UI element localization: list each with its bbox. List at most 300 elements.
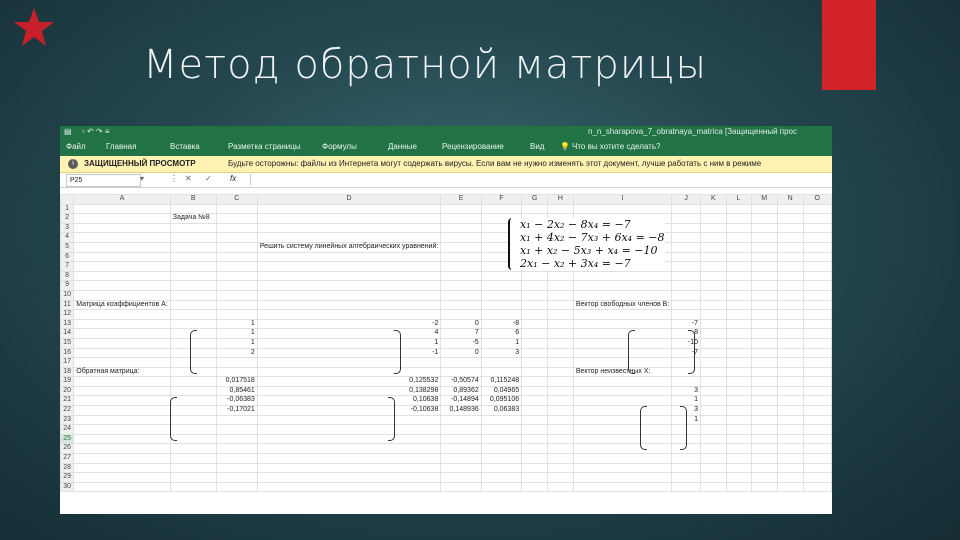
cell[interactable] — [726, 281, 751, 291]
cell[interactable] — [170, 444, 216, 454]
cell[interactable] — [216, 425, 257, 435]
cell[interactable] — [726, 348, 751, 358]
cell[interactable] — [441, 281, 481, 291]
cell[interactable]: -0,06383 — [216, 396, 257, 406]
cell[interactable] — [672, 281, 701, 291]
cell[interactable] — [170, 310, 216, 320]
tab-data[interactable]: Данные — [388, 142, 417, 151]
cell[interactable] — [672, 252, 701, 262]
cell[interactable] — [74, 223, 171, 233]
cell[interactable]: 4 — [257, 329, 441, 339]
cell[interactable] — [441, 473, 481, 483]
cell[interactable]: Вектор неизвестных Х: — [573, 367, 671, 377]
cell[interactable] — [751, 377, 777, 387]
column-header-m[interactable]: M — [751, 195, 777, 205]
cell[interactable] — [170, 406, 216, 416]
row-header[interactable]: 17 — [61, 358, 74, 368]
cell[interactable] — [74, 406, 171, 416]
select-all-corner[interactable] — [61, 195, 74, 205]
cell[interactable] — [803, 319, 831, 329]
cell[interactable] — [573, 473, 671, 483]
row-header[interactable]: 28 — [61, 463, 74, 473]
cell[interactable] — [573, 281, 671, 291]
cell[interactable] — [672, 482, 701, 492]
cell[interactable] — [701, 434, 727, 444]
cell[interactable] — [777, 463, 803, 473]
cell[interactable] — [170, 377, 216, 387]
cell[interactable] — [726, 434, 751, 444]
cell[interactable] — [701, 319, 727, 329]
cell[interactable] — [170, 482, 216, 492]
cell[interactable] — [573, 358, 671, 368]
cell[interactable] — [522, 473, 548, 483]
cell[interactable] — [726, 290, 751, 300]
cell[interactable] — [257, 444, 441, 454]
cell[interactable]: Матрица коэффициентов А: — [74, 300, 171, 310]
cell[interactable] — [74, 415, 171, 425]
row-header[interactable]: 2 — [61, 214, 74, 224]
cell[interactable]: -1 — [257, 348, 441, 358]
cell[interactable] — [74, 281, 171, 291]
cell[interactable] — [726, 300, 751, 310]
cell[interactable] — [726, 377, 751, 387]
cell[interactable] — [481, 473, 521, 483]
row-header[interactable]: 23 — [61, 415, 74, 425]
row-header[interactable]: 19 — [61, 377, 74, 387]
cell[interactable] — [777, 204, 803, 214]
cell[interactable] — [74, 348, 171, 358]
cell[interactable] — [441, 454, 481, 464]
cell[interactable] — [726, 338, 751, 348]
tab-formulas[interactable]: Формулы — [322, 142, 357, 151]
cell[interactable] — [726, 415, 751, 425]
cell[interactable] — [522, 290, 548, 300]
cell[interactable] — [701, 473, 727, 483]
cell[interactable] — [701, 262, 727, 272]
cell[interactable] — [777, 271, 803, 281]
cell[interactable] — [701, 415, 727, 425]
row-header[interactable]: 8 — [61, 271, 74, 281]
cell[interactable] — [777, 348, 803, 358]
cell[interactable] — [672, 204, 701, 214]
cell[interactable] — [74, 396, 171, 406]
column-header-c[interactable]: C — [216, 195, 257, 205]
cell[interactable] — [216, 482, 257, 492]
cell[interactable]: -7 — [672, 348, 701, 358]
cell[interactable] — [170, 242, 216, 252]
cell[interactable] — [803, 271, 831, 281]
cell[interactable] — [216, 214, 257, 224]
cell[interactable]: 3 — [672, 406, 701, 416]
cell[interactable] — [751, 338, 777, 348]
cell[interactable] — [522, 406, 548, 416]
cell[interactable] — [777, 290, 803, 300]
cell[interactable] — [751, 454, 777, 464]
cell[interactable] — [548, 396, 574, 406]
row-header[interactable]: 6 — [61, 252, 74, 262]
cell[interactable] — [751, 319, 777, 329]
cell[interactable] — [672, 223, 701, 233]
cell[interactable] — [751, 329, 777, 339]
cell[interactable] — [672, 310, 701, 320]
cell[interactable] — [777, 262, 803, 272]
cell[interactable] — [481, 290, 521, 300]
enter-icon[interactable]: ✓ — [205, 174, 212, 183]
cell[interactable] — [548, 310, 574, 320]
cell[interactable] — [522, 434, 548, 444]
cell[interactable]: Обратная матрица: — [74, 367, 171, 377]
cell[interactable] — [777, 329, 803, 339]
row-header[interactable]: 24 — [61, 425, 74, 435]
cell[interactable]: Задача №8 — [170, 214, 216, 224]
cell[interactable] — [216, 252, 257, 262]
cell[interactable] — [257, 214, 441, 224]
cell[interactable] — [216, 473, 257, 483]
cell[interactable] — [803, 262, 831, 272]
cell[interactable] — [522, 358, 548, 368]
column-header-l[interactable]: L — [726, 195, 751, 205]
cell[interactable]: 1 — [481, 338, 521, 348]
cell[interactable]: 6 — [481, 329, 521, 339]
cell[interactable] — [803, 300, 831, 310]
cell[interactable] — [573, 482, 671, 492]
cell[interactable] — [216, 233, 257, 243]
cell[interactable] — [170, 386, 216, 396]
cell[interactable] — [573, 348, 671, 358]
cell[interactable] — [751, 425, 777, 435]
column-header-a[interactable]: A — [74, 195, 171, 205]
cell[interactable] — [216, 358, 257, 368]
cell[interactable] — [672, 358, 701, 368]
cell[interactable] — [481, 300, 521, 310]
cell[interactable] — [548, 319, 574, 329]
cell[interactable] — [751, 223, 777, 233]
row-header[interactable]: 5 — [61, 242, 74, 252]
tab-page-layout[interactable]: Разметка страницы — [228, 142, 301, 151]
cell[interactable] — [573, 425, 671, 435]
cell[interactable]: 0,89362 — [441, 386, 481, 396]
cell[interactable] — [548, 281, 574, 291]
cell[interactable] — [573, 338, 671, 348]
row-header[interactable]: 25 — [61, 434, 74, 444]
cell[interactable] — [777, 367, 803, 377]
cell[interactable] — [573, 290, 671, 300]
cell[interactable] — [701, 463, 727, 473]
cell[interactable] — [522, 482, 548, 492]
cell[interactable]: 0,06383 — [481, 406, 521, 416]
cell[interactable] — [777, 473, 803, 483]
cell[interactable] — [216, 367, 257, 377]
cell[interactable] — [726, 310, 751, 320]
cell[interactable] — [672, 473, 701, 483]
cell[interactable] — [751, 290, 777, 300]
cell[interactable] — [441, 242, 481, 252]
cell[interactable] — [481, 367, 521, 377]
cell[interactable] — [481, 425, 521, 435]
cell[interactable] — [726, 223, 751, 233]
cell[interactable] — [257, 310, 441, 320]
cell[interactable] — [573, 329, 671, 339]
cell[interactable] — [170, 290, 216, 300]
cell[interactable]: 1 — [216, 329, 257, 339]
cell[interactable] — [701, 358, 727, 368]
column-header-n[interactable]: N — [777, 195, 803, 205]
cell[interactable] — [672, 377, 701, 387]
cell[interactable] — [441, 223, 481, 233]
cell[interactable] — [548, 377, 574, 387]
cell[interactable] — [481, 204, 521, 214]
cell[interactable] — [257, 290, 441, 300]
cell[interactable] — [803, 463, 831, 473]
cell[interactable] — [257, 271, 441, 281]
cell[interactable] — [751, 310, 777, 320]
cell[interactable]: 0,10638 — [257, 396, 441, 406]
cell[interactable] — [481, 358, 521, 368]
row-header[interactable]: 10 — [61, 290, 74, 300]
cell[interactable] — [726, 319, 751, 329]
cell[interactable] — [726, 396, 751, 406]
cell[interactable] — [803, 396, 831, 406]
cell[interactable]: -0,10638 — [257, 406, 441, 416]
cell[interactable] — [74, 310, 171, 320]
cell[interactable]: Решить систему линейных алгебраических уравнений: — [257, 242, 441, 252]
cell[interactable] — [777, 242, 803, 252]
cell[interactable] — [170, 271, 216, 281]
row-header[interactable]: 11 — [61, 300, 74, 310]
cell[interactable] — [672, 290, 701, 300]
cell[interactable] — [257, 358, 441, 368]
cell[interactable] — [74, 434, 171, 444]
cell[interactable] — [803, 434, 831, 444]
cell[interactable] — [74, 204, 171, 214]
cell[interactable] — [441, 300, 481, 310]
row-header[interactable]: 13 — [61, 319, 74, 329]
cell[interactable] — [74, 252, 171, 262]
cell[interactable] — [573, 396, 671, 406]
cell[interactable] — [672, 262, 701, 272]
cell[interactable] — [803, 290, 831, 300]
cell[interactable] — [481, 271, 521, 281]
cell[interactable] — [522, 415, 548, 425]
tab-review[interactable]: Рецензирование — [442, 142, 504, 151]
cell[interactable] — [803, 367, 831, 377]
cell[interactable] — [701, 329, 727, 339]
cell[interactable] — [74, 233, 171, 243]
row-header[interactable]: 18 — [61, 367, 74, 377]
tab-view[interactable]: Вид — [530, 142, 545, 151]
cell[interactable] — [170, 204, 216, 214]
cell[interactable] — [726, 204, 751, 214]
cell[interactable] — [441, 358, 481, 368]
column-header-o[interactable]: O — [803, 195, 831, 205]
cell[interactable] — [751, 204, 777, 214]
cell[interactable] — [803, 310, 831, 320]
cell[interactable] — [803, 214, 831, 224]
cell[interactable] — [726, 262, 751, 272]
cell[interactable] — [548, 473, 574, 483]
cell[interactable] — [257, 281, 441, 291]
cell[interactable] — [777, 425, 803, 435]
row-header[interactable]: 22 — [61, 406, 74, 416]
cell[interactable] — [701, 242, 727, 252]
cell[interactable] — [777, 396, 803, 406]
cell[interactable] — [803, 482, 831, 492]
tab-home[interactable]: Главная — [106, 142, 137, 151]
cell[interactable] — [726, 252, 751, 262]
cell[interactable] — [522, 396, 548, 406]
cell[interactable] — [216, 242, 257, 252]
cell[interactable] — [548, 454, 574, 464]
cell[interactable] — [170, 396, 216, 406]
cell-grid[interactable] — [60, 194, 832, 492]
cell[interactable] — [441, 425, 481, 435]
cell[interactable] — [74, 377, 171, 387]
cell[interactable] — [701, 386, 727, 396]
cell[interactable] — [777, 310, 803, 320]
row-header[interactable]: 16 — [61, 348, 74, 358]
cell[interactable] — [170, 319, 216, 329]
cell[interactable] — [803, 204, 831, 214]
cell[interactable]: -5 — [441, 338, 481, 348]
cell[interactable] — [573, 406, 671, 416]
cell[interactable] — [726, 358, 751, 368]
cell[interactable] — [74, 262, 171, 272]
cell[interactable] — [216, 434, 257, 444]
cell[interactable] — [701, 377, 727, 387]
cell[interactable] — [548, 271, 574, 281]
cell[interactable] — [74, 290, 171, 300]
cell[interactable] — [803, 444, 831, 454]
cell[interactable] — [522, 386, 548, 396]
cell[interactable] — [522, 310, 548, 320]
cell[interactable] — [726, 406, 751, 416]
cell[interactable]: 0,138298 — [257, 386, 441, 396]
cell[interactable] — [803, 425, 831, 435]
cell[interactable] — [701, 252, 727, 262]
cell[interactable] — [777, 454, 803, 464]
cell[interactable] — [257, 262, 441, 272]
cell[interactable] — [74, 338, 171, 348]
cell[interactable] — [548, 415, 574, 425]
cell[interactable] — [548, 444, 574, 454]
cell[interactable] — [751, 415, 777, 425]
cell[interactable] — [701, 454, 727, 464]
name-box[interactable]: P25 — [66, 174, 141, 187]
cell[interactable] — [441, 290, 481, 300]
worksheet[interactable] — [60, 194, 832, 514]
fx-icon[interactable]: fx — [230, 174, 237, 183]
cell[interactable] — [522, 338, 548, 348]
cell[interactable] — [441, 310, 481, 320]
row-header[interactable]: 9 — [61, 281, 74, 291]
cell[interactable] — [701, 233, 727, 243]
cell[interactable] — [701, 204, 727, 214]
cell[interactable] — [441, 204, 481, 214]
cell[interactable]: -7 — [672, 319, 701, 329]
cell[interactable] — [672, 300, 701, 310]
cell[interactable] — [751, 444, 777, 454]
cell[interactable]: 3 — [672, 386, 701, 396]
cell[interactable] — [573, 310, 671, 320]
cell[interactable] — [573, 415, 671, 425]
cell[interactable] — [522, 281, 548, 291]
cell[interactable] — [672, 463, 701, 473]
cell[interactable] — [777, 358, 803, 368]
cell[interactable] — [74, 329, 171, 339]
cell[interactable] — [803, 329, 831, 339]
cell[interactable] — [701, 482, 727, 492]
cell[interactable] — [441, 367, 481, 377]
cell[interactable] — [74, 386, 171, 396]
column-header-d[interactable]: D — [257, 195, 441, 205]
cell[interactable] — [257, 233, 441, 243]
row-header[interactable]: 12 — [61, 310, 74, 320]
row-header[interactable]: 1 — [61, 204, 74, 214]
cell[interactable] — [216, 204, 257, 214]
cell[interactable] — [257, 367, 441, 377]
cell[interactable] — [726, 473, 751, 483]
cell[interactable] — [74, 463, 171, 473]
cell[interactable] — [257, 300, 441, 310]
cell[interactable] — [74, 425, 171, 435]
cell[interactable] — [170, 252, 216, 262]
cell[interactable] — [257, 252, 441, 262]
cell[interactable] — [74, 242, 171, 252]
cell[interactable] — [701, 406, 727, 416]
cell[interactable] — [481, 281, 521, 291]
cell[interactable]: -8 — [481, 319, 521, 329]
cell[interactable] — [257, 223, 441, 233]
cell[interactable] — [522, 348, 548, 358]
cell[interactable] — [441, 444, 481, 454]
cell[interactable] — [726, 214, 751, 224]
cell[interactable] — [522, 319, 548, 329]
save-icon[interactable]: ▫ ↶ ↷ ≡ — [82, 127, 110, 136]
cell[interactable] — [751, 367, 777, 377]
cell[interactable] — [777, 386, 803, 396]
cell[interactable] — [751, 262, 777, 272]
cell[interactable] — [726, 271, 751, 281]
cell[interactable] — [701, 271, 727, 281]
cell[interactable] — [751, 434, 777, 444]
cell[interactable] — [701, 444, 727, 454]
cell[interactable] — [803, 386, 831, 396]
cell[interactable] — [441, 482, 481, 492]
cell[interactable] — [522, 367, 548, 377]
cell[interactable] — [751, 482, 777, 492]
cell[interactable] — [573, 444, 671, 454]
cell[interactable] — [548, 386, 574, 396]
cell[interactable] — [170, 415, 216, 425]
cell[interactable]: 0,017518 — [216, 377, 257, 387]
cell[interactable] — [573, 386, 671, 396]
cell[interactable] — [74, 454, 171, 464]
cell[interactable] — [701, 348, 727, 358]
cell[interactable] — [751, 242, 777, 252]
cell[interactable] — [170, 233, 216, 243]
cell[interactable] — [441, 415, 481, 425]
cell[interactable] — [803, 223, 831, 233]
cell[interactable] — [170, 223, 216, 233]
cell[interactable] — [701, 290, 727, 300]
cell[interactable] — [777, 233, 803, 243]
cell[interactable] — [751, 348, 777, 358]
cell[interactable] — [257, 425, 441, 435]
cell[interactable] — [216, 281, 257, 291]
cell[interactable] — [548, 300, 574, 310]
cell[interactable] — [777, 319, 803, 329]
tab-insert[interactable]: Вставка — [170, 142, 200, 151]
